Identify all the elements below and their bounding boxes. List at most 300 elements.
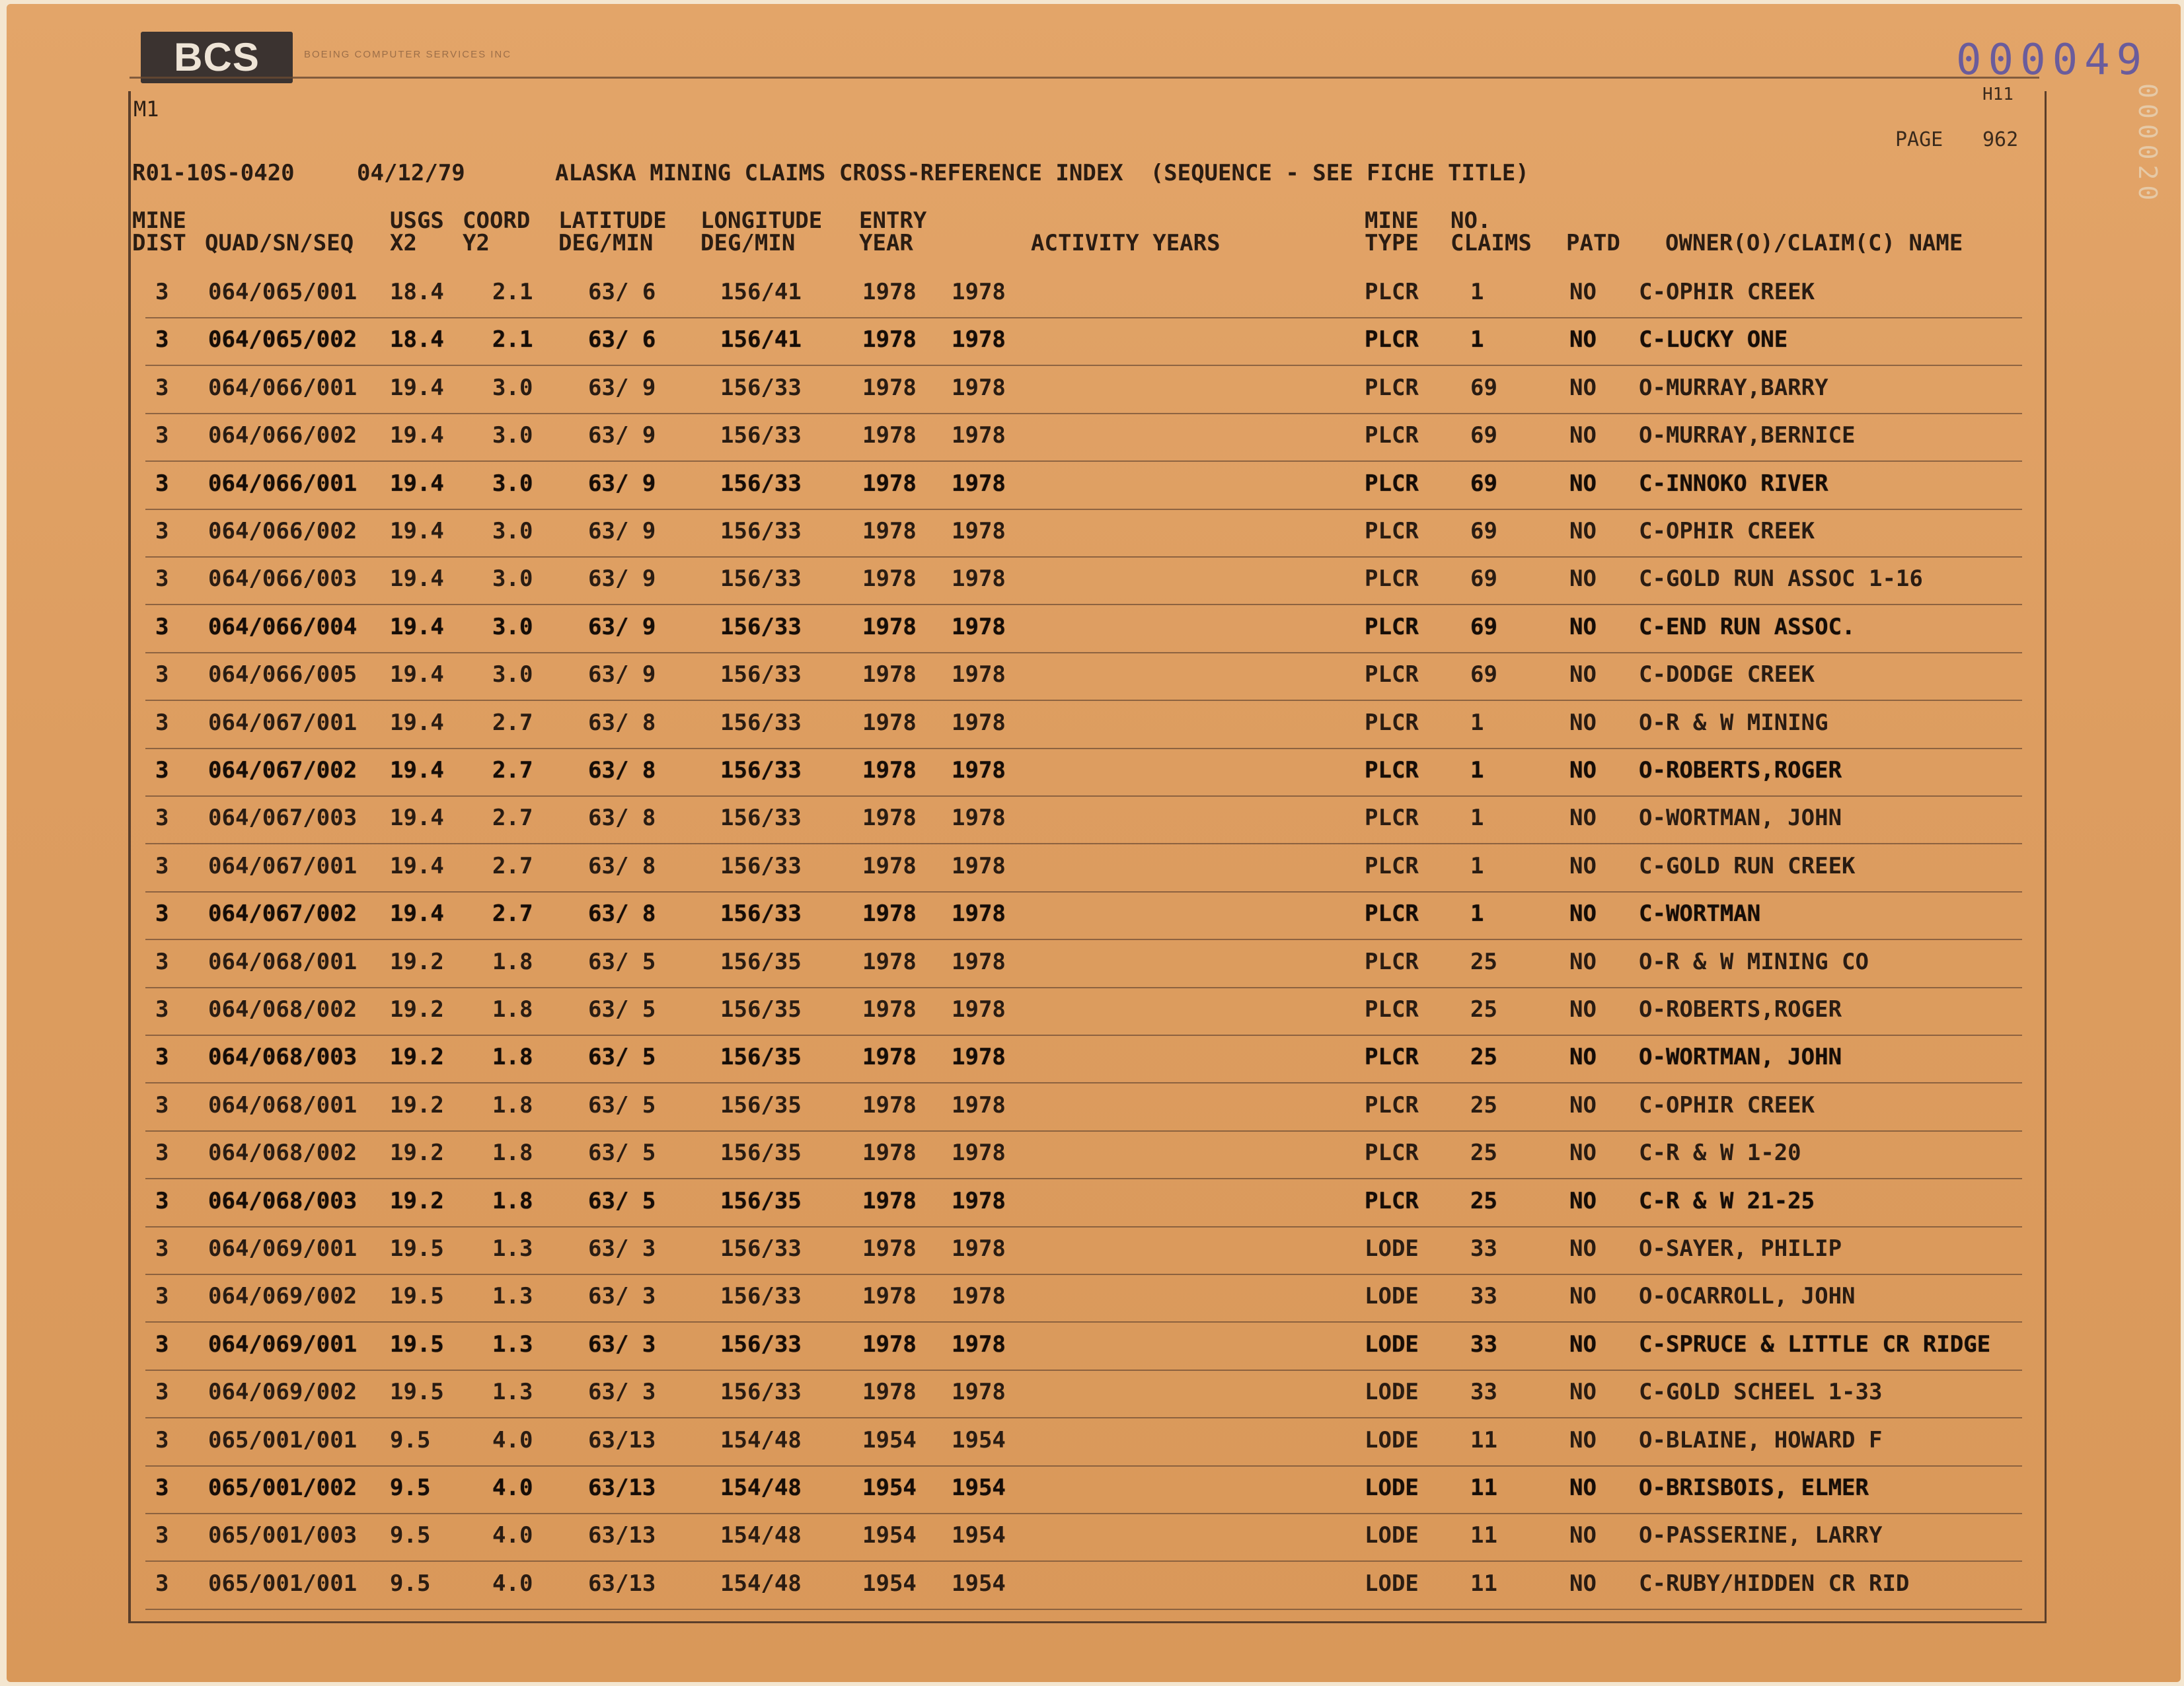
cell-entry: 1978	[862, 900, 917, 928]
cell-patd: NO	[1569, 1235, 1597, 1262]
cell-y2: 1.8	[492, 1044, 533, 1071]
cell-dist: 3	[155, 1475, 169, 1501]
cell-activity: 1978	[952, 852, 1006, 879]
cell-y2: 4.0	[492, 1426, 533, 1453]
cell-dist: 3	[155, 900, 169, 928]
cell-claims: 25	[1470, 1044, 1497, 1071]
cell-patd: NO	[1569, 1283, 1597, 1310]
cell-y2: 2.7	[492, 709, 533, 736]
cell-owner: O-BLAINE, HOWARD F	[1639, 1426, 1883, 1453]
top-rule	[130, 77, 2039, 79]
cell-claims: 11	[1470, 1475, 1497, 1501]
cell-type: PLCR	[1365, 948, 1419, 975]
cell-owner: O-PASSERINE, LARRY	[1639, 1522, 1883, 1549]
cell-dist: 3	[155, 948, 169, 975]
cell-quad: 064/069/001	[208, 1331, 358, 1358]
cell-patd: NO	[1569, 613, 1597, 640]
cell-entry: 1978	[862, 518, 917, 544]
cell-lon: 154/48	[720, 1570, 802, 1597]
cell-entry: 1978	[862, 1235, 917, 1262]
cell-lon: 156/33	[720, 661, 802, 688]
cell-patd: NO	[1569, 422, 1597, 449]
cell-lon: 156/33	[720, 1283, 802, 1310]
cell-entry: 1978	[862, 613, 917, 640]
cell-quad: 064/066/002	[208, 422, 358, 449]
cell-lon: 156/33	[720, 900, 802, 928]
cell-x2: 19.5	[390, 1283, 444, 1310]
cell-patd: NO	[1569, 1379, 1597, 1406]
cell-owner: C-LUCKY ONE	[1639, 326, 1788, 353]
cell-x2: 19.4	[390, 374, 444, 401]
column-header-y2: COORD	[463, 207, 531, 234]
cell-activity: 1978	[952, 1331, 1006, 1358]
cell-dist: 3	[155, 805, 169, 832]
cell-patd: NO	[1569, 470, 1597, 497]
cell-claims: 25	[1470, 996, 1497, 1023]
cell-x2: 19.4	[390, 709, 444, 736]
cell-lon: 156/35	[720, 996, 802, 1023]
cell-claims: 1	[1470, 900, 1484, 928]
cell-dist: 3	[155, 1379, 169, 1406]
cell-y2: 3.0	[492, 422, 533, 449]
cell-y2: 3.0	[492, 470, 533, 497]
cell-claims: 25	[1470, 1140, 1497, 1167]
cell-quad: 064/069/001	[208, 1235, 358, 1262]
cell-type: PLCR	[1365, 470, 1419, 497]
cell-activity: 1978	[952, 1091, 1006, 1118]
logo-subtitle: BOEING COMPUTER SERVICES INC	[304, 49, 512, 60]
cell-lat: 63/ 3	[588, 1331, 656, 1358]
cell-quad: 065/001/001	[208, 1570, 358, 1597]
cell-type: PLCR	[1365, 613, 1419, 640]
cell-type: LODE	[1365, 1570, 1419, 1597]
cell-y2: 2.1	[492, 326, 533, 353]
cell-claims: 11	[1470, 1570, 1497, 1597]
cell-quad: 064/066/003	[208, 566, 358, 593]
cell-activity: 1978	[952, 1044, 1006, 1071]
cell-quad: 064/066/002	[208, 518, 358, 544]
cell-entry: 1978	[862, 1140, 917, 1167]
cell-owner: C-WORTMAN	[1639, 900, 1761, 928]
cell-x2: 19.2	[390, 996, 444, 1023]
cell-type: PLCR	[1365, 900, 1419, 928]
cell-dist: 3	[155, 279, 169, 305]
cell-quad: 064/065/001	[208, 279, 358, 305]
cell-x2: 19.2	[390, 1140, 444, 1167]
cell-claims: 69	[1470, 566, 1497, 593]
cell-claims: 33	[1470, 1379, 1497, 1406]
cell-entry: 1954	[862, 1570, 917, 1597]
cell-dist: 3	[155, 1091, 169, 1118]
cell-entry: 1978	[862, 709, 917, 736]
cell-claims: 69	[1470, 374, 1497, 401]
table-row	[132, 797, 2022, 844]
cell-dist: 3	[155, 1426, 169, 1453]
cell-patd: NO	[1569, 709, 1597, 736]
cell-entry: 1978	[862, 279, 917, 305]
cell-x2: 18.4	[390, 326, 444, 353]
cell-lat: 63/ 9	[588, 470, 656, 497]
cell-lon: 156/35	[720, 1044, 802, 1071]
table-row	[132, 653, 2022, 701]
column-header-type: TYPE	[1365, 230, 1419, 256]
cell-owner: O-MURRAY,BARRY	[1639, 374, 1828, 401]
cell-x2: 18.4	[390, 279, 444, 305]
cell-entry: 1978	[862, 422, 917, 449]
cell-lon: 156/35	[720, 1187, 802, 1214]
cell-patd: NO	[1569, 1331, 1597, 1358]
cell-lat: 63/ 6	[588, 279, 656, 305]
cell-type: LODE	[1365, 1379, 1419, 1406]
cell-y2: 1.8	[492, 1140, 533, 1167]
cell-quad: 064/067/002	[208, 757, 358, 784]
cell-lon: 154/48	[720, 1426, 802, 1453]
cell-quad: 064/066/004	[208, 613, 358, 640]
cell-patd: NO	[1569, 757, 1597, 784]
column-header-entry: YEAR	[859, 230, 913, 256]
cell-owner: C-DODGE CREEK	[1639, 661, 1815, 688]
cell-lon: 156/33	[720, 1235, 802, 1262]
cell-activity: 1954	[952, 1570, 1006, 1597]
cell-owner: O-BRISBOIS, ELMER	[1639, 1475, 1869, 1501]
cell-x2: 19.4	[390, 422, 444, 449]
cell-activity: 1978	[952, 279, 1006, 305]
cell-lat: 63/ 9	[588, 518, 656, 544]
cell-type: PLCR	[1365, 326, 1419, 353]
cell-entry: 1978	[862, 948, 917, 975]
cell-y2: 2.7	[492, 805, 533, 832]
cell-y2: 1.8	[492, 948, 533, 975]
cell-claims: 69	[1470, 422, 1497, 449]
cell-owner: O-SAYER, PHILIP	[1639, 1235, 1842, 1262]
cell-dist: 3	[155, 470, 169, 497]
cell-type: PLCR	[1365, 422, 1419, 449]
cell-y2: 1.3	[492, 1379, 533, 1406]
column-header-latitude: LATITUDE	[558, 207, 667, 234]
column-header-entry: ENTRY	[859, 207, 927, 234]
cell-dist: 3	[155, 1331, 169, 1358]
fiche-sheet	[7, 4, 2181, 1682]
cell-claims: 33	[1470, 1283, 1497, 1310]
cell-quad: 064/068/003	[208, 1187, 358, 1214]
table-row	[132, 1132, 2022, 1179]
cell-x2: 19.4	[390, 661, 444, 688]
cell-activity: 1978	[952, 1283, 1006, 1310]
cell-owner: O-ROBERTS,ROGER	[1639, 996, 1842, 1023]
table-row	[132, 1228, 2022, 1275]
cell-x2: 19.2	[390, 1091, 444, 1118]
cell-lon: 156/33	[720, 613, 802, 640]
cell-lat: 63/ 8	[588, 709, 656, 736]
cell-dist: 3	[155, 374, 169, 401]
cell-owner: O-R & W MINING CO	[1639, 948, 1869, 975]
column-header-y2: Y2	[463, 230, 490, 256]
column-header-type: MINE	[1365, 207, 1419, 234]
cell-type: PLCR	[1365, 374, 1419, 401]
cell-lon: 156/35	[720, 1140, 802, 1167]
table-row	[132, 271, 2022, 318]
cell-entry: 1978	[862, 470, 917, 497]
cell-owner: C-GOLD RUN ASSOC 1-16	[1639, 566, 1923, 593]
cell-entry: 1978	[862, 757, 917, 784]
cell-type: PLCR	[1365, 661, 1419, 688]
cell-quad: 064/067/001	[208, 852, 358, 879]
cell-lat: 63/13	[588, 1475, 656, 1501]
cell-lon: 156/33	[720, 374, 802, 401]
cell-y2: 4.0	[492, 1522, 533, 1549]
cell-claims: 11	[1470, 1426, 1497, 1453]
cell-quad: 065/001/001	[208, 1426, 358, 1453]
cell-activity: 1954	[952, 1475, 1006, 1501]
cell-activity: 1978	[952, 470, 1006, 497]
cell-x2: 19.5	[390, 1331, 444, 1358]
cell-lon: 156/33	[720, 566, 802, 593]
cell-dist: 3	[155, 1044, 169, 1071]
cell-lon: 156/35	[720, 1091, 802, 1118]
cell-x2: 19.4	[390, 900, 444, 928]
table-row	[132, 558, 2022, 605]
cell-entry: 1978	[862, 1331, 917, 1358]
report-id: R01-10S-0420	[132, 160, 295, 186]
column-header-mine_dist: MINE	[132, 207, 186, 234]
cell-entry: 1978	[862, 1091, 917, 1118]
cell-dist: 3	[155, 661, 169, 688]
cell-activity: 1978	[952, 996, 1006, 1023]
cell-quad: 064/068/002	[208, 1140, 358, 1167]
cell-quad: 064/068/002	[208, 996, 358, 1023]
table-row	[132, 988, 2022, 1036]
cell-owner: O-MURRAY,BERNICE	[1639, 422, 1856, 449]
cell-quad: 064/065/002	[208, 326, 358, 353]
cell-claims: 69	[1470, 661, 1497, 688]
cell-lon: 156/33	[720, 422, 802, 449]
card-code: H11	[1982, 85, 2014, 104]
cell-claims: 33	[1470, 1331, 1497, 1358]
cell-patd: NO	[1569, 1044, 1597, 1071]
cell-dist: 3	[155, 1187, 169, 1214]
cell-owner: C-END RUN ASSOC.	[1639, 613, 1856, 640]
cell-y2: 1.8	[492, 1091, 533, 1118]
cell-claims: 11	[1470, 1522, 1497, 1549]
cell-owner: C-INNOKO RIVER	[1639, 470, 1828, 497]
cell-quad: 064/069/002	[208, 1283, 358, 1310]
table-row	[132, 318, 2022, 366]
cell-activity: 1978	[952, 1235, 1006, 1262]
cell-claims: 1	[1470, 805, 1484, 832]
cell-lon: 154/48	[720, 1475, 802, 1501]
cell-entry: 1978	[862, 566, 917, 593]
cell-y2: 3.0	[492, 661, 533, 688]
column-header-latitude: DEG/MIN	[558, 230, 654, 256]
cell-owner: C-RUBY/HIDDEN CR RID	[1639, 1570, 1910, 1597]
cell-y2: 3.0	[492, 566, 533, 593]
table-row	[132, 414, 2022, 462]
cell-quad: 064/068/003	[208, 1044, 358, 1071]
cell-dist: 3	[155, 566, 169, 593]
cell-claims: 1	[1470, 279, 1484, 305]
cell-entry: 1978	[862, 374, 917, 401]
cell-quad: 064/067/003	[208, 805, 358, 832]
corner-mark: M1	[133, 96, 159, 122]
cell-x2: 19.4	[390, 852, 444, 879]
cell-y2: 2.7	[492, 900, 533, 928]
cell-lat: 63/ 5	[588, 996, 656, 1023]
table-row	[132, 510, 2022, 558]
cell-lon: 156/41	[720, 326, 802, 353]
cell-patd: NO	[1569, 900, 1597, 928]
table-row	[132, 1036, 2022, 1083]
cell-x2: 19.2	[390, 948, 444, 975]
cell-y2: 1.3	[492, 1235, 533, 1262]
cell-lat: 63/ 8	[588, 757, 656, 784]
cell-lon: 156/33	[720, 757, 802, 784]
cell-claims: 1	[1470, 326, 1484, 353]
cell-entry: 1978	[862, 326, 917, 353]
cell-patd: NO	[1569, 661, 1597, 688]
cell-lat: 63/13	[588, 1426, 656, 1453]
cell-x2: 19.4	[390, 613, 444, 640]
bcs-logo: BCS	[141, 32, 293, 83]
cell-dist: 3	[155, 757, 169, 784]
table-row	[132, 606, 2022, 653]
table-row	[132, 1275, 2022, 1323]
cell-activity: 1978	[952, 422, 1006, 449]
cell-activity: 1978	[952, 948, 1006, 975]
cell-quad: 064/066/001	[208, 374, 358, 401]
cell-dist: 3	[155, 852, 169, 879]
cell-patd: NO	[1569, 1187, 1597, 1214]
cell-lon: 156/33	[720, 852, 802, 879]
table-row	[132, 1562, 2022, 1610]
cell-dist: 3	[155, 326, 169, 353]
table-row	[132, 1180, 2022, 1228]
cell-entry: 1978	[862, 1283, 917, 1310]
cell-entry: 1954	[862, 1426, 917, 1453]
cell-dist: 3	[155, 518, 169, 544]
cell-y2: 2.7	[492, 757, 533, 784]
column-header-claims: NO.	[1450, 207, 1491, 234]
cell-quad: 064/067/001	[208, 709, 358, 736]
cell-lat: 63/ 5	[588, 1044, 656, 1071]
cell-claims: 69	[1470, 470, 1497, 497]
cell-owner: C-GOLD RUN CREEK	[1639, 852, 1856, 879]
cell-patd: NO	[1569, 279, 1597, 305]
cell-owner: C-GOLD SCHEEL 1-33	[1639, 1379, 1883, 1406]
cell-patd: NO	[1569, 518, 1597, 544]
cell-entry: 1978	[862, 1044, 917, 1071]
cell-x2: 19.4	[390, 470, 444, 497]
cell-patd: NO	[1569, 852, 1597, 879]
cell-lat: 63/ 5	[588, 1140, 656, 1167]
cell-owner: O-R & W MINING	[1639, 709, 1828, 736]
cell-activity: 1978	[952, 566, 1006, 593]
cell-quad: 064/067/002	[208, 900, 358, 928]
cell-y2: 1.8	[492, 1187, 533, 1214]
cell-x2: 19.2	[390, 1044, 444, 1071]
cell-type: PLCR	[1365, 566, 1419, 593]
cell-patd: NO	[1569, 1140, 1597, 1167]
cell-claims: 69	[1470, 518, 1497, 544]
cell-patd: NO	[1569, 566, 1597, 593]
cell-entry: 1954	[862, 1475, 917, 1501]
cell-quad: 064/068/001	[208, 1091, 358, 1118]
cell-quad: 065/001/002	[208, 1475, 358, 1501]
cell-lat: 63/ 9	[588, 374, 656, 401]
table-row	[132, 941, 2022, 988]
cell-y2: 2.1	[492, 279, 533, 305]
cell-dist: 3	[155, 613, 169, 640]
cell-type: PLCR	[1365, 709, 1419, 736]
cell-dist: 3	[155, 1140, 169, 1167]
cell-lat: 63/ 9	[588, 613, 656, 640]
cell-activity: 1978	[952, 326, 1006, 353]
cell-y2: 3.0	[492, 613, 533, 640]
cell-type: PLCR	[1365, 757, 1419, 784]
table-row	[132, 749, 2022, 797]
cell-lat: 63/ 5	[588, 1187, 656, 1214]
cell-lat: 63/ 5	[588, 1091, 656, 1118]
table-row	[132, 367, 2022, 414]
cell-claims: 33	[1470, 1235, 1497, 1262]
cell-dist: 3	[155, 1522, 169, 1549]
report-title: ALASKA MINING CLAIMS CROSS-REFERENCE INDEX (SEQUENCE - SEE FICHE TITLE)	[555, 160, 1529, 186]
cell-type: PLCR	[1365, 1044, 1419, 1071]
cell-lat: 63/ 3	[588, 1235, 656, 1262]
cell-owner: C-OPHIR CREEK	[1639, 518, 1815, 544]
column-header-mine_dist: DIST	[132, 230, 186, 256]
cell-lon: 156/33	[720, 805, 802, 832]
cell-claims: 1	[1470, 709, 1484, 736]
page-number: 962	[1982, 128, 2019, 151]
cell-x2: 19.4	[390, 757, 444, 784]
cell-type: PLCR	[1365, 1140, 1419, 1167]
cell-entry: 1978	[862, 1187, 917, 1214]
cell-activity: 1978	[952, 1187, 1006, 1214]
column-header-x2: USGS	[390, 207, 444, 234]
cell-activity: 1978	[952, 709, 1006, 736]
cell-x2: 19.2	[390, 1187, 444, 1214]
column-header-longitude: LONGITUDE	[700, 207, 823, 234]
cell-quad: 064/069/002	[208, 1379, 358, 1406]
cell-dist: 3	[155, 709, 169, 736]
cell-y2: 4.0	[492, 1570, 533, 1597]
cell-x2: 19.4	[390, 566, 444, 593]
table-row	[132, 845, 2022, 893]
cell-owner: C-OPHIR CREEK	[1639, 1091, 1815, 1118]
cell-patd: NO	[1569, 996, 1597, 1023]
cell-activity: 1978	[952, 613, 1006, 640]
cell-x2: 19.5	[390, 1379, 444, 1406]
cell-type: LODE	[1365, 1331, 1419, 1358]
cell-type: PLCR	[1365, 996, 1419, 1023]
cell-patd: NO	[1569, 948, 1597, 975]
cell-dist: 3	[155, 1235, 169, 1262]
cell-activity: 1954	[952, 1426, 1006, 1453]
cell-patd: NO	[1569, 326, 1597, 353]
cell-x2: 19.5	[390, 1235, 444, 1262]
cell-x2: 9.5	[390, 1570, 431, 1597]
cell-entry: 1954	[862, 1522, 917, 1549]
cell-x2: 19.4	[390, 518, 444, 544]
cell-claims: 25	[1470, 1091, 1497, 1118]
side-mark: 000020	[2133, 83, 2162, 206]
cell-owner: O-WORTMAN, JOHN	[1639, 1044, 1842, 1071]
column-header-activity: ACTIVITY YEARS	[1031, 230, 1221, 256]
cell-y2: 1.3	[492, 1331, 533, 1358]
cell-owner: C-SPRUCE & LITTLE CR RIDGE	[1639, 1331, 1991, 1358]
frame-number: 000049	[1956, 36, 2149, 85]
cell-owner: C-R & W 21-25	[1639, 1187, 1815, 1214]
